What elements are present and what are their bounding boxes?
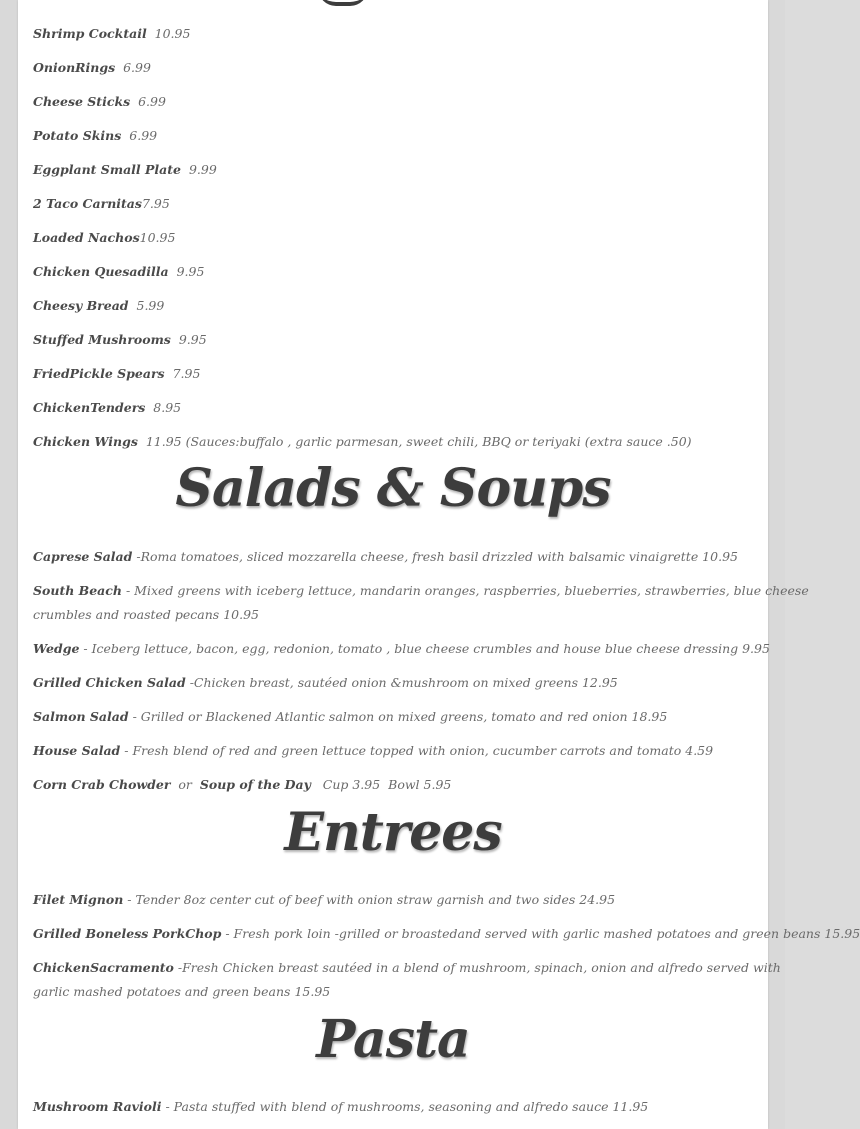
menu-item (33, 90, 820, 114)
item-detail: - Fresh pork loin -grilled or broastedand served with garlic mashed potatoes and green beans 15.95 (221, 926, 860, 941)
item-detail: 8.95 (153, 400, 182, 415)
item-name: Cheesy Bread (33, 298, 129, 313)
menu-item (33, 396, 820, 420)
item-name: Salmon Salad (33, 709, 129, 724)
menu-item (33, 671, 820, 695)
menu-item (33, 545, 820, 569)
item-detail: - Pasta stuffed with blend of mushrooms, seasoning and alfredo sauce 11.95 (161, 1099, 649, 1114)
item-name: Mushroom Ravioli (33, 1099, 162, 1114)
item-name: Stuffed Mushrooms (33, 332, 171, 347)
menu-item (33, 430, 820, 454)
item-detail: 11.95 (Sauces:buffalo , garlic parmesan, sweet chili, BBQ or teriyaki (extra sauce .50) (145, 434, 692, 449)
item-connector: or (170, 777, 200, 792)
item-detail: 9.95 (176, 264, 205, 279)
section-heading-pasta: Pasta (316, 1009, 470, 1070)
item-name: South Beach (33, 583, 122, 598)
item-detail: Cup 3.95 Bowl 5.95 (310, 777, 452, 792)
item-name: Filet Mignon (33, 892, 124, 907)
item-detail: 6.99 (138, 94, 166, 109)
section-heading-entrees: Entrees (284, 802, 502, 863)
item-detail: - Grilled or Blackened Atlantic salmon on mixed greens, tomato and red onion 18.95 (128, 709, 668, 724)
menu-item (33, 705, 820, 729)
item-detail: -Chicken breast, sautéed onion &mushroom on mixed greens 12.95 (185, 675, 618, 690)
section-heading-salads: Salads & Soups (175, 458, 611, 519)
item-name: Grilled Chicken Salad (33, 675, 186, 690)
menu-item (33, 362, 820, 386)
item-name: OnionRings (33, 60, 116, 75)
menu-item (33, 124, 820, 148)
menu-item (33, 1095, 820, 1119)
item-name: Wedge (33, 641, 80, 656)
item-name: Potato Skins (33, 128, 122, 143)
item-name: Chicken Wings (33, 434, 138, 449)
menu-item (33, 192, 820, 216)
item-detail: 7.95 (172, 366, 201, 381)
item-detail: - Mixed greens with iceberg lettuce, mandarin oranges, raspberries, blueberries, strawberries, blue cheese crumbles and roasted pecans 10.95 (33, 583, 809, 622)
item-name: Soup of the Day (199, 777, 311, 792)
item-name: Eggplant Small Plate (33, 162, 181, 177)
menu-item (33, 773, 820, 797)
item-detail: 7.95 (141, 196, 170, 211)
item-name: Chicken Quesadilla (33, 264, 169, 279)
item-name: Corn Crab Chowder (33, 777, 171, 792)
item-name: 2 Taco Carnitas (33, 196, 142, 211)
item-detail: - Tender 8oz center cut of beef with onion straw garnish and two sides 24.95 (123, 892, 616, 907)
item-name: House Salad (33, 743, 121, 758)
menu-item (33, 888, 820, 912)
item-name: Loaded Nachos (33, 230, 140, 245)
item-name: Grilled Boneless PorkChop (33, 926, 222, 941)
menu-item (33, 158, 820, 182)
menu-item (33, 56, 820, 80)
menu-item (33, 579, 820, 627)
item-detail: - Fresh blend of red and green lettuce topped with onion, cucumber carrots and tomato 4.59 (120, 743, 714, 758)
item-detail: 9.95 (178, 332, 207, 347)
item-detail: -Fresh Chicken breast sautéed in a blend of mushroom, spinach, onion and alfredo served with garlic mashed potatoes and green beans 15.95 (33, 960, 781, 999)
menu-item (33, 637, 820, 661)
item-detail: - Iceberg lettuce, bacon, egg, redonion, tomato , blue cheese crumbles and house blue cheese dressing 9.95 (79, 641, 770, 656)
menu-item (33, 226, 820, 250)
item-name: Cheese Sticks (33, 94, 131, 109)
menu-item (33, 956, 820, 1004)
item-name: ChickenTenders (33, 400, 146, 415)
item-detail: 5.99 (136, 298, 165, 313)
item-name: Shrimp Cocktail (33, 26, 147, 41)
menu-item (33, 294, 820, 318)
menu-item (33, 328, 820, 352)
menu-item (33, 22, 820, 46)
page-margin-left (0, 0, 18, 1129)
item-detail: 10.95 (154, 26, 191, 41)
item-name: FriedPickle Spears (33, 366, 165, 381)
menu-item (33, 260, 820, 284)
item-detail: 6.99 (123, 60, 151, 75)
item-detail: 6.99 (129, 128, 158, 143)
item-detail: 10.95 (139, 230, 176, 245)
item-detail: 9.99 (188, 162, 217, 177)
menu-item (33, 739, 820, 763)
menu-item (33, 922, 860, 946)
item-detail: -Roma tomatoes, sliced mozzarella cheese, fresh basil drizzled with balsamic vinaigrette 10.95 (132, 549, 738, 564)
item-name: ChickenSacramento (33, 960, 174, 975)
item-name: Caprese Salad (33, 549, 133, 564)
